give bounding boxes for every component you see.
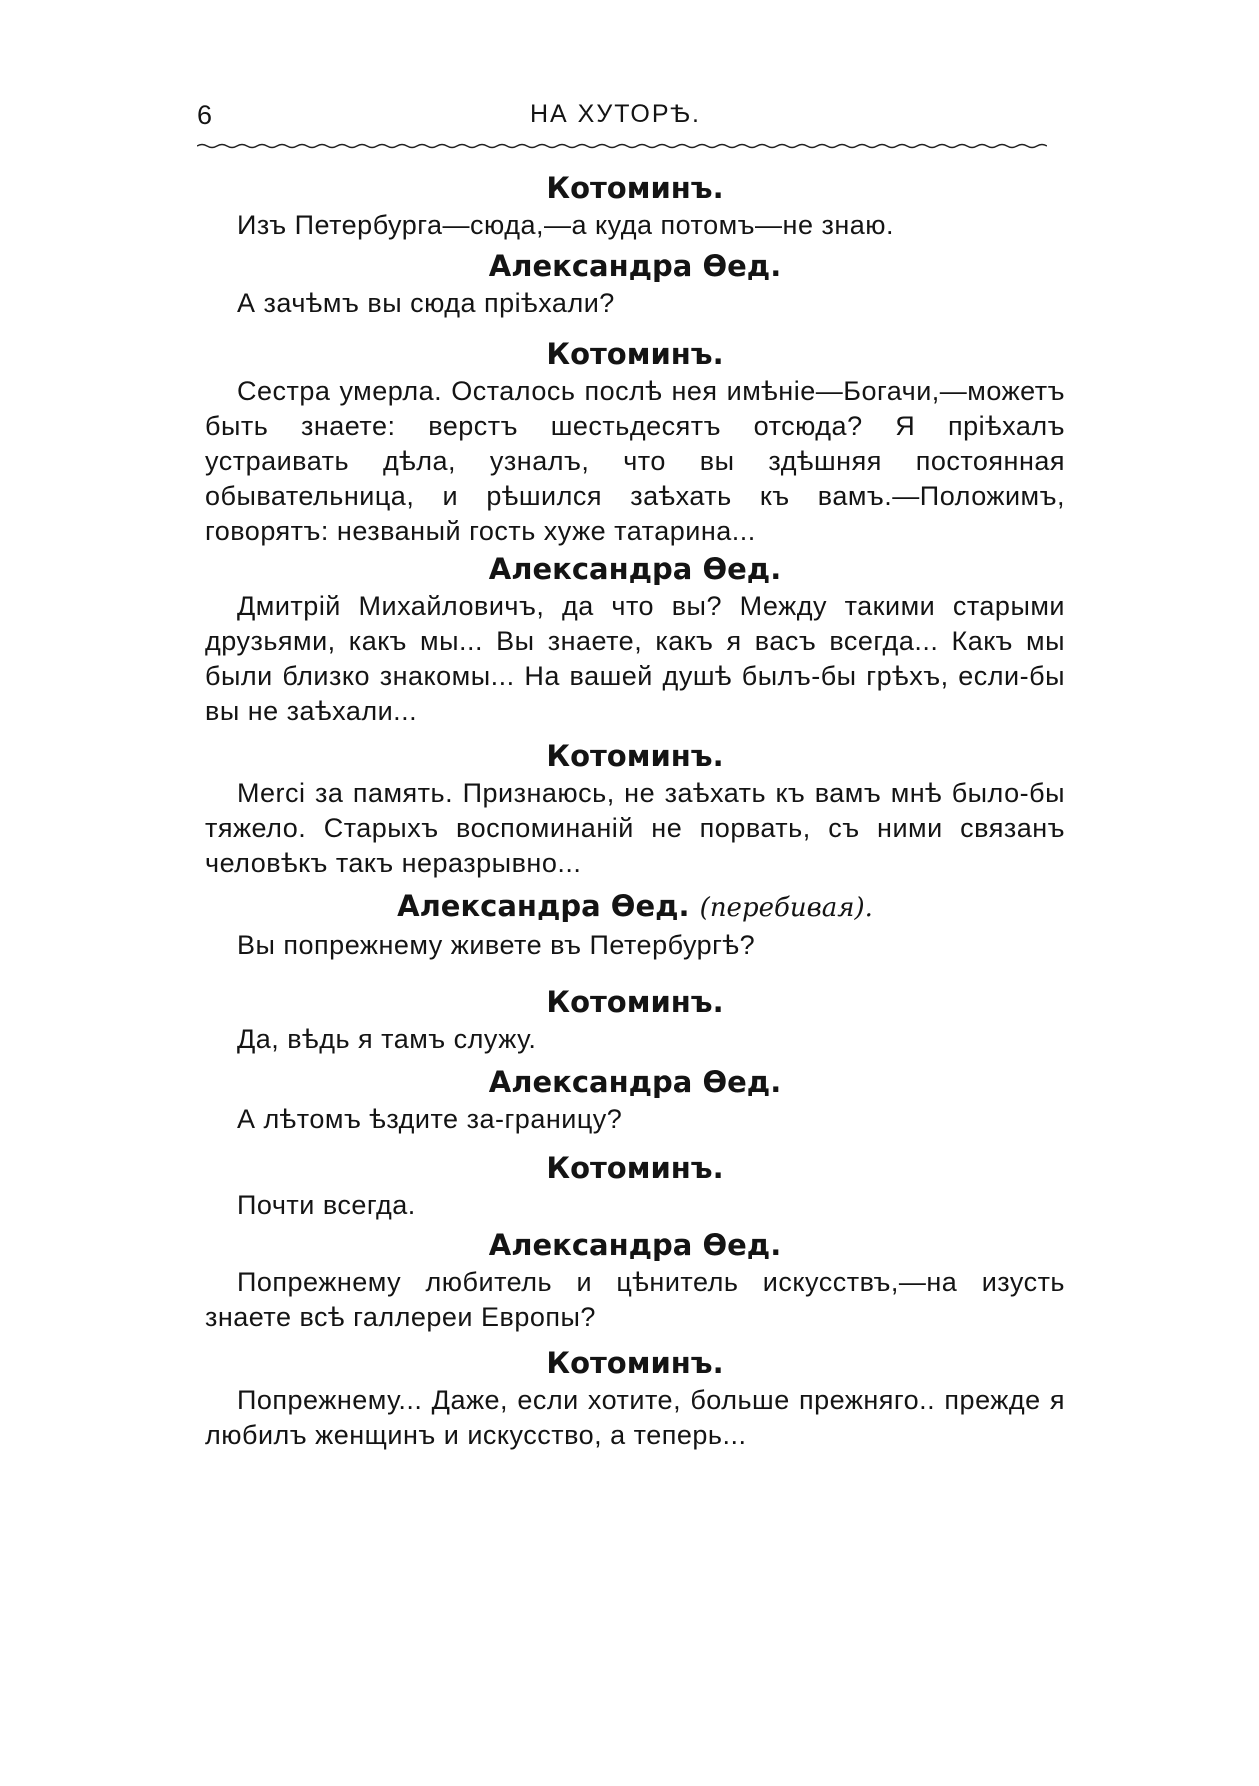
speaker-label: Котоминъ. [546, 1346, 724, 1380]
dialogue-block [205, 736, 1065, 881]
dialogue-block [205, 246, 1065, 321]
speaker-label: Александра Ѳед. [397, 889, 690, 923]
speaker-name [205, 549, 1065, 589]
speaker-name [205, 982, 1065, 1022]
dialogue-line: Сестра умерла. Осталось послѣ нея имѣніе—Богачи,—можетъ быть знаете: верстъ шестьдесятъ отсюда? Я пріѣхалъ устраивать дѣла, узналъ, что вы здѣшняя постоянная обывательница, и рѣшился заѣхать къ вамъ.—Положимъ, говорятъ: незваный гость хуже татарина... [205, 376, 1065, 546]
speaker-name [205, 886, 1065, 928]
speaker-label: Александра Ѳед. [488, 552, 782, 586]
dialogue-block [205, 334, 1065, 549]
speaker-label: Котоминъ. [546, 1151, 724, 1185]
stage-direction: (перебивая). [699, 893, 873, 923]
dialogue-line: Вы попрежнему живете въ Петербургѣ? [237, 930, 756, 960]
dialogue-line: Почти всегда. [237, 1190, 416, 1220]
dialogue-line: Дмитрій Михайловичъ, да что вы? Между такими старыми друзьями, какъ мы... Вы знаете, какъ я васъ всегда... Какъ мы были близко знакомы... На вашей душѣ былъ-бы грѣхъ, если-бы вы не заѣхали... [205, 591, 1065, 726]
speaker-label: Котоминъ. [546, 171, 724, 205]
dialogue-block [205, 1148, 1065, 1223]
dialogue-line: Попрежнему любитель и цѣнитель искусствъ,—на изусть знаете всѣ галлереи Европы? [205, 1267, 1065, 1332]
speaker-label: Котоминъ. [546, 337, 724, 371]
speaker-label: Котоминъ. [546, 985, 724, 1019]
speaker-label: Котоминъ. [546, 739, 724, 773]
speaker-name [205, 1343, 1065, 1383]
speaker-name [205, 246, 1065, 286]
speaker-label: Александра Ѳед. [488, 1065, 782, 1099]
page-number: 6 [197, 100, 213, 130]
speaker-name [205, 1225, 1065, 1265]
dialogue-block [205, 1062, 1065, 1137]
page-header [0, 92, 1259, 132]
dialogue-block [205, 1225, 1065, 1335]
dialogue-line: А лѣтомъ ѣздите за-границу? [237, 1104, 623, 1134]
speaker-label: Александра Ѳед. [488, 249, 782, 283]
speaker-name [205, 1062, 1065, 1102]
dialogue-line: Merci за память. Признаюсь, не заѣхать къ вамъ мнѣ было-бы тяжело. Старыхъ воспоминаній не порвать, съ ними связанъ человѣкъ такъ неразрывно... [205, 778, 1065, 878]
speaker-name [205, 1148, 1065, 1188]
dialogue-block [205, 982, 1065, 1057]
dialogue-block [205, 886, 1065, 963]
dialogue-line: А зачѣмъ вы сюда пріѣхали? [237, 288, 615, 318]
speaker-label: Александра Ѳед. [488, 1228, 782, 1262]
dialogue-block [205, 168, 1065, 243]
speaker-name [205, 168, 1065, 208]
speaker-name [205, 334, 1065, 374]
dialogue-block [205, 549, 1065, 729]
speaker-name [205, 736, 1065, 776]
dialogue-block [205, 1343, 1065, 1453]
running-title: НА ХУТОРѢ. [530, 100, 701, 128]
dialogue-line: Изъ Петербурга—сюда,—а куда потомъ—не знаю. [237, 210, 895, 240]
dialogue-line: Попрежнему... Даже, если хотите, больше прежняго.. прежде я любилъ женщинъ и искусство, а теперь... [205, 1385, 1065, 1450]
decorative-wavy-rule [197, 143, 1047, 149]
dialogue-line: Да, вѣдь я тамъ служу. [237, 1024, 537, 1054]
